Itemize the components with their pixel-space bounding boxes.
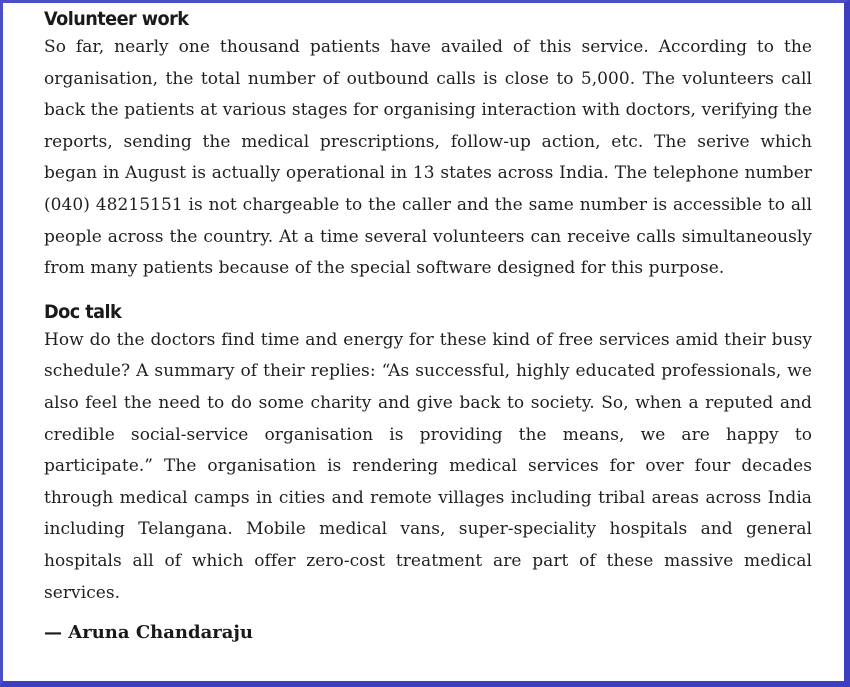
section-heading-doc-talk: Doc talk <box>44 300 122 323</box>
section-body-doc-talk: How do the doctors find time and energy for these kind of free services amid their busy schedule? A summary of their replies: “As successful, highly educated professionals, we also feel the need to do some charity and give back to society. So, when a reputed and credible social-service organisation is providing the means, we are happy to participate.” The organisation is rendering medical services for over four decades through medical camps in cities and remote villages including tribal areas across India including Telangana. Mobile medical vans, super-speciality hospitals and general hospitals all of which offer zero-cost treatment are part of these massive medical services. <box>44 329 812 603</box>
section-body-volunteer-work: So far, nearly one thousand patients have availed of this service. According to the organisation, the total number of outbound calls is close to 5,000. The volunteers call back the patients at various stages for organising interaction with doctors, verifying the reports, sending the medical prescriptions, follow-up action, etc. The serive which began in August is actually operational in 13 states across India. The telephone number (040) 48215151 is not chargeable to the caller and the same number is accessible to all people across the country. At a time several volunteers can receive calls simultaneously from many patients because of the special software designed for this purpose. <box>44 37 812 279</box>
author-byline: — Aruna Chandaraju <box>44 622 253 644</box>
article-content <box>44 6 812 647</box>
section-heading-volunteer-work: Volunteer work <box>44 8 189 30</box>
